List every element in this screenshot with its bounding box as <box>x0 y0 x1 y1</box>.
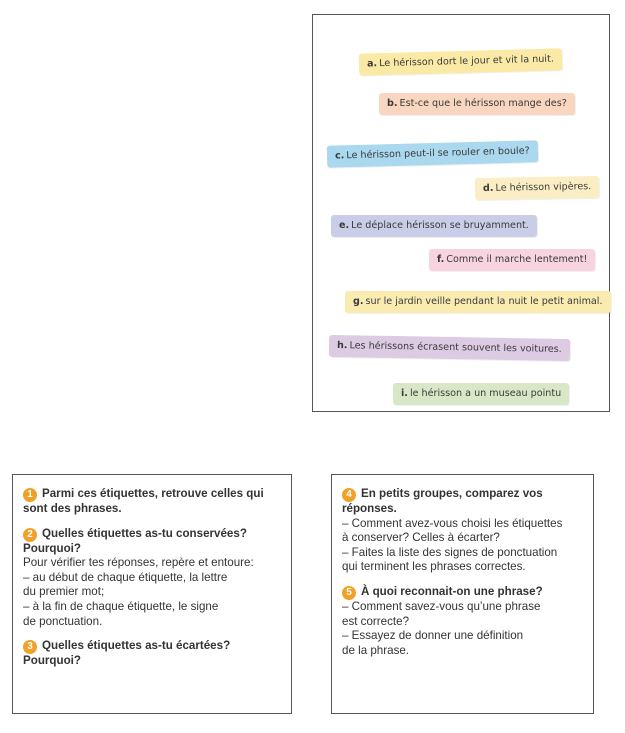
question-2-line: – au début de chaque étiquette, la lettre <box>23 570 228 584</box>
tag-letter: e. <box>339 220 350 231</box>
label-tag-h <box>329 335 570 361</box>
question-4 <box>342 487 585 575</box>
tag-text: Est-ce que le hérisson mange des? <box>399 98 567 109</box>
tag-letter: d. <box>482 182 494 194</box>
tag-text: sur le jardin veille pendant la nuit le petit animal. <box>365 296 603 307</box>
number-badge-1: 1 <box>23 488 37 502</box>
tag-letter: g. <box>353 296 364 307</box>
label-tag-c <box>327 140 538 168</box>
label-tag-f <box>429 249 595 271</box>
number-badge-3: 3 <box>23 640 37 654</box>
tag-text: Le déplace hérisson se bruyamment. <box>351 220 529 231</box>
question-5-line: de la phrase. <box>342 643 410 657</box>
tag-text: Le hérisson dort le jour et vit la nuit. <box>378 53 554 70</box>
question-2-line: du premier mot; <box>23 585 105 599</box>
number-badge-2: 2 <box>23 528 37 542</box>
question-1-title: Parmi ces étiquettes, retrouve celles qui sont des phrases. <box>23 487 264 515</box>
question-4-line: – Faites la liste des signes de ponctuation <box>342 545 558 559</box>
label-tag-g <box>345 291 611 313</box>
tag-letter: h. <box>336 340 348 352</box>
question-2-line: de ponctuation. <box>23 614 103 628</box>
tag-text: Le hérisson vipères. <box>495 181 592 194</box>
tag-letter: f. <box>437 254 445 265</box>
question-3 <box>23 639 283 669</box>
question-1 <box>23 487 283 517</box>
question-5-line: – Essayez de donner une définition <box>342 629 524 643</box>
tag-letter: b. <box>387 98 398 109</box>
tag-letter: a. <box>366 58 378 70</box>
question-4-line: qui terminent les phrases correctes. <box>342 560 526 574</box>
number-badge-4: 4 <box>342 488 356 502</box>
question-2 <box>23 527 283 630</box>
tag-text: Le hérisson peut-il se rouler en boule? <box>346 145 530 162</box>
questions-panel-right <box>331 474 594 714</box>
question-2-line: – à la fin de chaque étiquette, le signe <box>23 599 219 613</box>
tag-letter: i. <box>401 388 408 399</box>
question-5 <box>342 585 585 658</box>
question-4-line: à conserver? Celles à écarter? <box>342 531 500 545</box>
labels-panel <box>312 14 610 412</box>
questions-panel-left <box>12 474 292 714</box>
tag-text: le hérisson a un museau pointu <box>409 388 562 399</box>
question-5-title: À quoi reconnait-on une phrase? <box>361 584 543 598</box>
label-tag-e <box>331 215 537 237</box>
question-2-line: Pour vérifier tes réponses, repère et entoure: <box>23 556 254 570</box>
question-4-line: – Comment avez-vous choisi les étiquettes <box>342 516 563 530</box>
label-tag-i <box>393 383 569 405</box>
tag-letter: c. <box>334 150 345 162</box>
question-5-line: est correcte? <box>342 614 410 628</box>
question-5-line: – Comment savez-vous qu’une phrase <box>342 599 541 613</box>
label-tag-b <box>379 93 575 115</box>
question-4-title: En petits groupes, comparez vos réponses. <box>342 487 543 515</box>
question-3-title: Quelles étiquettes as-tu écartées? Pourquoi? <box>23 639 231 668</box>
tag-text: Les hérissons écrasent souvent les voitures. <box>349 340 562 355</box>
question-2-title: Quelles étiquettes as-tu conservées? Pourquoi? <box>23 526 247 555</box>
label-tag-d <box>475 176 600 200</box>
label-tag-a <box>359 48 562 75</box>
tag-text: Comme il marche lentement! <box>446 254 588 265</box>
number-badge-5: 5 <box>342 586 356 600</box>
